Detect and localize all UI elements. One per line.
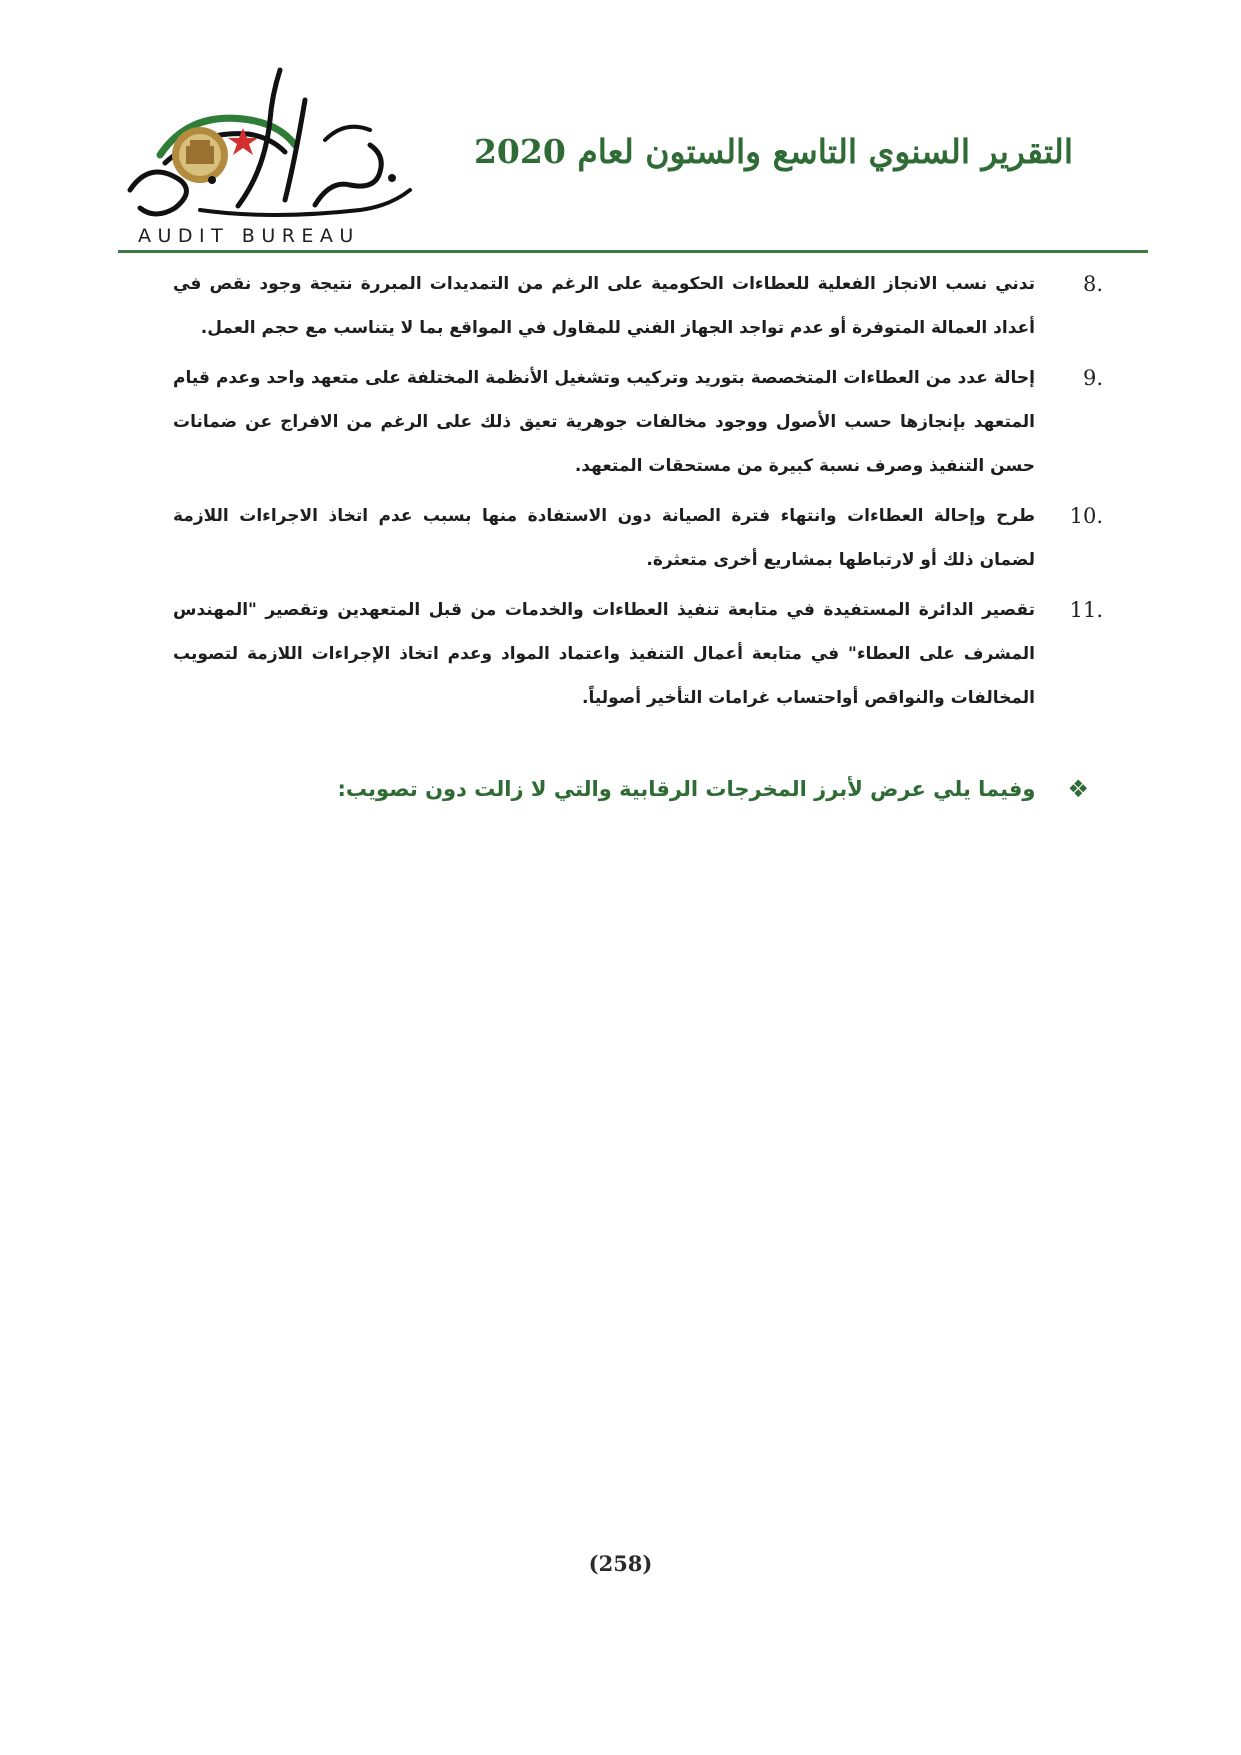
finding-number: 9. <box>1082 366 1103 390</box>
finding-number: 11. <box>1069 598 1103 622</box>
finding-text: طرح وإحالة العطاءات وانتهاء فترة الصيانة دون الاستفادة منها بسبب عدم اتخاذ الاجراءات اللازمة لضمان ذلك أو لارتباطها بمشاريع أخرى متعثرة. <box>173 506 1035 570</box>
finding-text: تقصير الدائرة المستفيدة في متابعة تنفيذ العطاءات والخدمات من قبل المتعهدين وتقصير "المهندس المشرف على العطاء" في متابعة أعمال التنفيذ واعتماد المواد وعدم اتخاذ الإجراءات اللازمة لتصويب المخالفات والنواقص أواحتساب غرامات التأخير أصولياً. <box>173 600 1035 708</box>
list-item <box>173 588 1103 720</box>
header-divider <box>118 250 1148 253</box>
summary-heading <box>173 775 1089 803</box>
finding-text: إحالة عدد من العطاءات المتخصصة بتوريد وتركيب وتشغيل الأنظمة المختلفة على متعهد واحد وعدم قيام المتعهد بإنجازها حسب الأصول ووجود مخالفات جوهرية تعيق ذلك على الرغم من الافراج عن ضمانات حسن التنفيذ وصرف نسبة كبيرة من مستحقات المتعهد. <box>173 368 1035 476</box>
findings-list <box>173 262 1103 726</box>
list-item <box>173 262 1103 350</box>
summary-text: وفيما يلي عرض لأبرز المخرجات الرقابية والتي لا زالت دون تصويب: <box>337 777 1036 801</box>
finding-number: 10. <box>1069 504 1103 528</box>
audit-bureau-logo-icon <box>120 60 420 225</box>
audit-bureau-logo <box>120 60 420 250</box>
page-number: (258) <box>588 1551 653 1576</box>
report-title: التقرير السنوي التاسع والستون لعام 2020 <box>473 132 1073 171</box>
finding-number: 8. <box>1082 272 1103 296</box>
list-item <box>173 356 1103 488</box>
list-item <box>173 494 1103 582</box>
logo-english-text: AUDIT BUREAU <box>138 225 360 247</box>
finding-text: تدني نسب الانجاز الفعلية للعطاءات الحكومية على الرغم من التمديدات المبررة نتيجة وجود نقص في أعداد العمالة المتوفرة أو عدم تواجد الجهاز الفني للمقاول في المواقع بما لا يتناسب مع حجم العمل. <box>173 274 1035 338</box>
four-diamond-bullet-icon: ❖ <box>1067 775 1089 803</box>
